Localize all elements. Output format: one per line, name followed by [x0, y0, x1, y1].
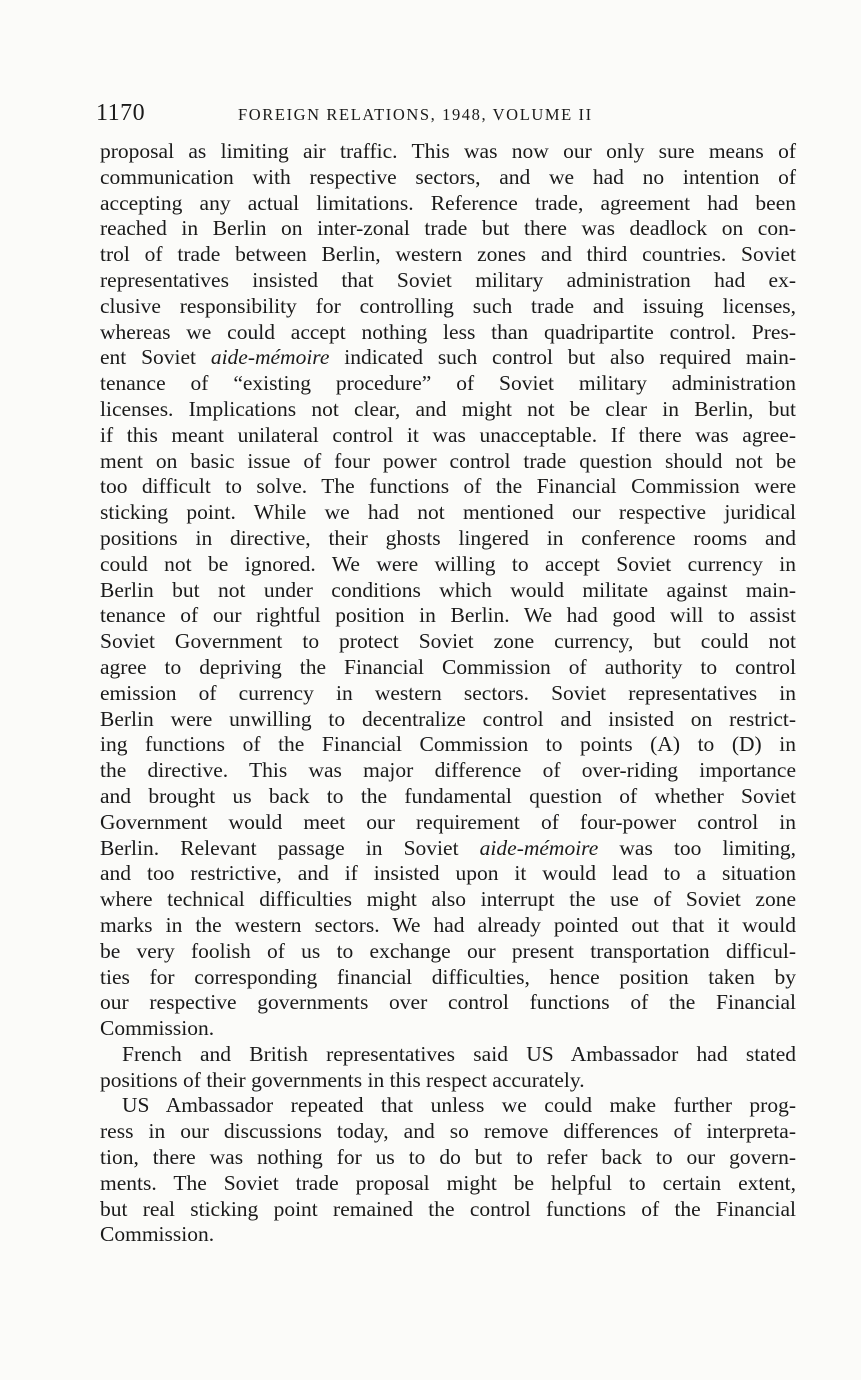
text-line: proposal as limiting air traffic. This was now our only sure means of [100, 139, 796, 163]
text-line: trol of trade between Berlin, western zones and third countries. Soviet [100, 242, 796, 267]
text-line: be very foolish of us to exchange our present transportation difficul- [100, 938, 796, 963]
text-line: if this meant unilateral control it was unacceptable. If there was agree- [100, 422, 796, 447]
text-line: clusive responsibility for controlling such trade and issuing licenses, [100, 293, 796, 318]
text-line: ment on basic issue of four power control trade question should not be [100, 448, 796, 473]
text-line: ress in our discussions today, and so remove differences of interpreta- [100, 1119, 796, 1144]
text-line: where technical difficulties might also interrupt the use of Soviet zone [100, 887, 796, 912]
text-line: Soviet Government to protect Soviet zone currency, but could not [100, 629, 796, 654]
text-line: positions of their governments in this respect accurately. [100, 1067, 585, 1092]
paragraph-1 [100, 139, 796, 1042]
body-text [100, 139, 796, 1248]
text-line: US Ambassador repeated that unless we could make further prog- [122, 1093, 796, 1118]
text-line: tion, there was nothing for us to do but to refer back to our govern- [100, 1145, 796, 1170]
text-line: Berlin but not under conditions which would militate against main- [100, 577, 796, 602]
text-line: Berlin were unwilling to decentralize control and insisted on restrict- [100, 706, 796, 731]
paragraph-3 [100, 1093, 796, 1248]
text-line: Commission. [100, 1222, 215, 1247]
text-line: tenance of our rightful position in Berlin. We had good will to assist [100, 603, 796, 628]
text-line: whereas we could accept nothing less than quadripartite control. Pres- [100, 319, 796, 344]
running-head: FOREIGN RELATIONS, 1948, VOLUME II [238, 105, 593, 124]
text-line: our respective governments over control functions of the Financial [100, 990, 796, 1015]
page-number: 1170 [96, 100, 146, 126]
text-line: ments. The Soviet trade proposal might be helpful to certain extent, [100, 1170, 796, 1195]
italic-term: aide-mémoire [210, 345, 330, 370]
text-line: tenance of “existing procedure” of Soviet military administration [100, 371, 796, 396]
text-line: representatives insisted that Soviet military administration had ex- [100, 267, 796, 292]
text-segment: Berlin. Relevant passage in Soviet [100, 835, 480, 860]
text-line: agree to depriving the Financial Commission of authority to control [100, 654, 796, 679]
text-line: ing functions of the Financial Commission to points (A) to (D) in [100, 732, 796, 757]
text-line: could not be ignored. We were willing to accept Soviet currency in [100, 551, 796, 576]
text-line: licenses. Implications not clear, and might not be clear in Berlin, but [100, 396, 796, 421]
text-line: communication with respective sectors, and we had no intention of [100, 164, 796, 189]
text-line [100, 345, 796, 371]
text-line: Commission. [100, 1016, 215, 1041]
text-line: Government would meet our requirement of four-power control in [100, 809, 796, 834]
text-line [100, 836, 796, 862]
text-line: French and British representatives said US Ambassador had stated [122, 1041, 796, 1066]
text-segment: indicated such control but also required main- [329, 345, 796, 370]
text-segment: was too limiting, [598, 835, 797, 860]
paragraph-2 [100, 1042, 796, 1094]
text-segment: ent Soviet [100, 345, 211, 370]
text-line: the directive. This was major difference of over-riding importance [100, 758, 796, 783]
page-header [96, 100, 796, 134]
text-line: marks in the western sectors. We had already pointed out that it would [100, 912, 796, 937]
text-line: reached in Berlin on inter-zonal trade but there was deadlock on con- [100, 216, 796, 241]
text-line: ties for corresponding financial difficulties, hence position taken by [100, 964, 796, 989]
text-line: positions in directive, their ghosts lingered in conference rooms and [100, 525, 796, 550]
text-line: and too restrictive, and if insisted upon it would lead to a situation [100, 861, 796, 886]
text-line: sticking point. While we had not mentioned our respective juridical [100, 500, 796, 525]
text-line: but real sticking point remained the control functions of the Financial [100, 1196, 796, 1221]
text-line: accepting any actual limitations. Reference trade, agreement had been [100, 190, 796, 215]
text-line: too difficult to solve. The functions of the Financial Commission were [100, 474, 796, 499]
italic-term: aide-mémoire [479, 835, 599, 860]
text-line: emission of currency in western sectors. Soviet representatives in [100, 680, 796, 705]
text-line: and brought us back to the fundamental question of whether Soviet [100, 783, 796, 808]
